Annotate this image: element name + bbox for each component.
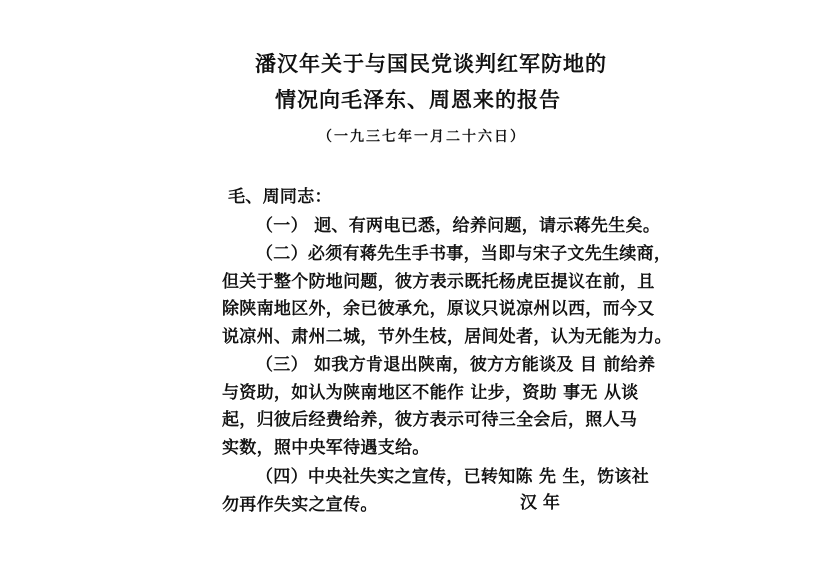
body-line-11: 勿再作失实之宣传。 — [222, 495, 378, 515]
body-line-2: （二）必须有蒋先生手书事，当即与宋子文先生续商， — [256, 244, 672, 264]
document-title-line-2: 情况向毛泽东、周恩来的报告 — [275, 88, 561, 112]
body-line-8: 起，归彼后经费给养，彼方表示可待三全会后，照人马 — [222, 410, 638, 430]
document-date: （一九三七年一月二十六日） — [318, 129, 526, 145]
body-line-3: 但关于整个防地问题，彼方表示既托杨虎臣提议在前，且 — [222, 272, 655, 292]
body-line-9: 实数，照中央军待遇支给。 — [222, 438, 430, 458]
body-line-1: （一） 迥、有两电已悉，给养问题，请示蒋先生矣。 — [256, 216, 661, 236]
body-line-7: 与资助，如认为陕南地区不能作 让步，资助 事无 从谈 — [222, 383, 639, 403]
body-line-5: 说凉州、肃州二城，节外生枝，居间处者，认为无能为力。 — [222, 327, 672, 347]
document-title-line-1: 潘汉年关于与国民党谈判红军防地的 — [255, 52, 607, 76]
signature: 汉 年 — [520, 493, 560, 513]
salutation: 毛、周同志： — [228, 187, 332, 207]
body-line-10: （四）中央社失实之宣传，已转知陈 先 生，饬该社 — [256, 467, 650, 487]
body-line-6: （三） 如我方肯退出陕南，彼方方能谈及 目 前给养 — [256, 355, 656, 375]
body-line-4: 除陕南地区外，余已彼承允，原议只说凉州以西，而今又 — [222, 299, 655, 319]
